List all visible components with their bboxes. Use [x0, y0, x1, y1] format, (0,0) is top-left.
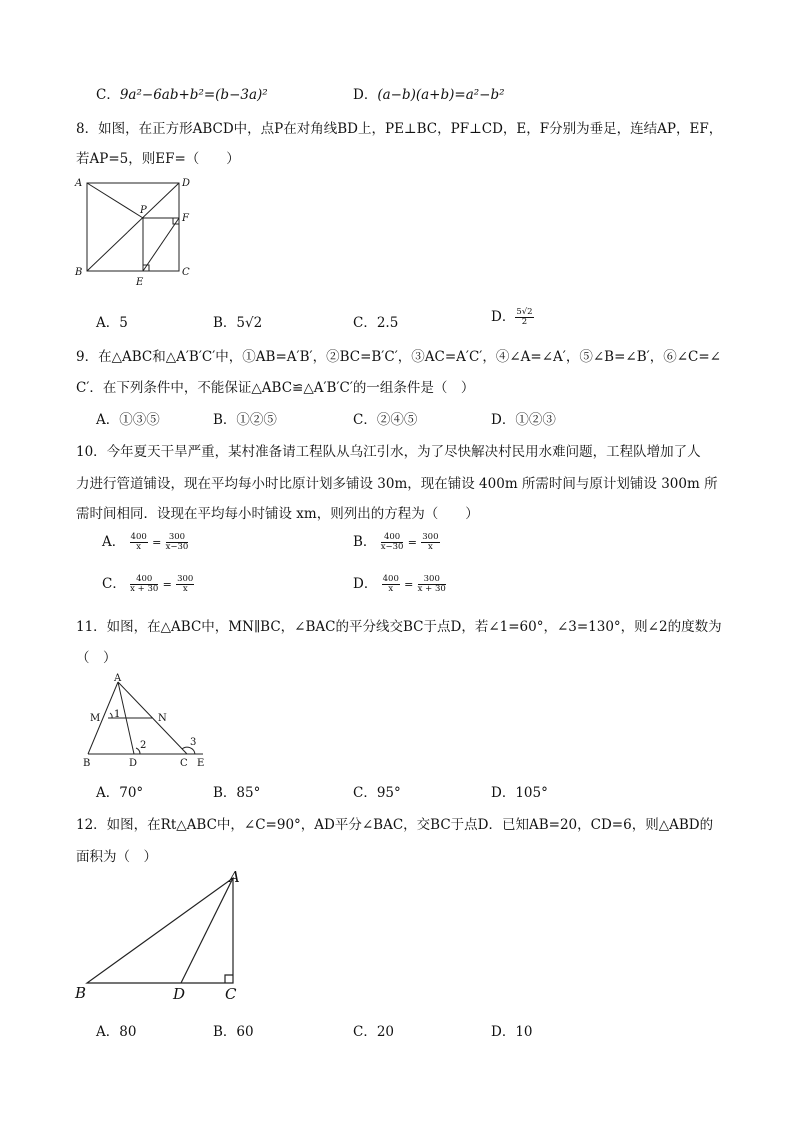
label-angle-2: 2	[140, 740, 147, 751]
label-b: B	[83, 758, 91, 769]
q7-option-c[interactable]	[96, 83, 268, 103]
q8-stem-line2: 若AP=5，则EF=（ ）	[76, 151, 240, 167]
denominator: x + 30	[417, 584, 446, 594]
q12-stem-line2: 面积为（ ）	[76, 849, 157, 865]
q8-option-d[interactable]	[491, 305, 534, 327]
label-f: F	[182, 213, 189, 224]
equals-sign: =	[404, 578, 414, 591]
option-value: ①②③	[515, 412, 556, 428]
option-label: D．	[353, 576, 378, 592]
q9-stem-line2: C′．在下列条件中，不能保证△ABC≌△A′B′C′的一组条件是（ ）	[76, 380, 475, 396]
q10-option-a[interactable]	[102, 530, 188, 552]
option-label: B．	[353, 534, 377, 550]
label-d: D	[173, 985, 186, 1003]
option-value: 85°	[236, 785, 261, 801]
triangle-abc	[87, 878, 233, 983]
option-label: C．	[353, 785, 377, 801]
q10-stem-line1: 10．今年夏天干旱严重，某村准备请工程队从乌江引水，为了尽快解决村民用水难问题，工程队增加了人	[76, 444, 701, 460]
numerator: 300	[166, 533, 189, 543]
option-value: 2.5	[376, 315, 399, 331]
option-expression: 9a²−6ab+b²=(b−3a)²	[119, 87, 268, 103]
equals-sign: =	[152, 536, 162, 549]
fraction-left	[130, 575, 158, 594]
q10-stem-line2: 力进行管道铺设，现在平均每小时比原计划多铺设 30m，现在铺设 400m 所需时间与原计划铺设 300m 所	[76, 476, 718, 492]
equals-sign: =	[407, 536, 417, 549]
option-label: C．	[96, 87, 120, 103]
option-value: 95°	[376, 785, 401, 801]
label-d: D	[129, 758, 138, 769]
fraction-numerator: 5√2	[516, 307, 533, 318]
q9-option-c[interactable]	[353, 408, 417, 428]
q11-stem-line2: （ ）	[76, 650, 117, 666]
numerator: 400	[382, 574, 399, 585]
option-value: 80	[119, 1024, 137, 1040]
equals-sign: =	[162, 578, 172, 591]
numerator: 400	[130, 575, 158, 585]
option-value: 5	[119, 315, 128, 331]
label-a: A	[75, 178, 83, 189]
option-label: C．	[353, 315, 377, 331]
label-n: N	[158, 713, 167, 724]
option-label: D．	[491, 1024, 516, 1040]
fraction-right	[421, 533, 439, 552]
q12-option-b[interactable]	[213, 1020, 254, 1040]
q12-stem-line1: 12．如图，在Rt△ABC中，∠C=90°，AD平分∠BAC，交BC于点D．已知AB=20，CD=6，则△ABD的	[76, 817, 714, 833]
label-angle-3: 3	[190, 737, 197, 748]
fraction-left	[381, 533, 404, 552]
option-value: 5√2	[236, 315, 263, 331]
label-m: M	[90, 713, 101, 724]
option-value: 105°	[515, 785, 548, 801]
option-value: 60	[236, 1024, 254, 1040]
denominator: x	[427, 542, 433, 552]
option-label: A．	[96, 412, 120, 428]
fraction-left	[382, 575, 400, 594]
fraction-right	[166, 533, 189, 552]
option-label: A．	[96, 315, 120, 331]
option-label: C．	[102, 576, 126, 592]
fraction-right	[176, 575, 194, 594]
q11-option-a[interactable]	[96, 781, 143, 801]
q9-option-b[interactable]	[213, 408, 277, 428]
option-label: C．	[353, 412, 377, 428]
option-label: D．	[491, 309, 516, 325]
denominator: x	[136, 542, 142, 552]
q9-option-a[interactable]	[96, 408, 160, 428]
q10-option-b[interactable]	[353, 530, 440, 552]
diagonal-bd	[87, 183, 179, 271]
denominator: x−30	[380, 542, 404, 552]
label-a: A	[229, 868, 240, 886]
option-label: A．	[96, 785, 120, 801]
q8-stem-line1: 8．如图，在正方形ABCD中，点P在对角线BD上，PE⊥BC，PF⊥CD，E，F分别为垂足，连结AP，EF，	[76, 121, 723, 137]
label-c: C	[180, 758, 188, 769]
label-a: A	[114, 673, 122, 684]
q11-option-c[interactable]	[353, 781, 401, 801]
segment-ap	[87, 183, 143, 218]
numerator: 300	[177, 574, 194, 585]
label-d: D	[182, 178, 191, 189]
option-label: A．	[96, 1024, 120, 1040]
q7-option-d[interactable]	[353, 83, 505, 103]
angle-1-arc	[110, 713, 112, 718]
option-value: ①②⑤	[236, 412, 277, 428]
option-value: ①③⑤	[119, 412, 160, 428]
numerator: 400	[381, 533, 404, 543]
q11-figure-triangle	[78, 670, 213, 770]
fraction-right	[418, 575, 446, 594]
label-p: P	[140, 205, 147, 216]
option-value: 70°	[119, 785, 144, 801]
label-c: C	[225, 985, 237, 1003]
denominator: x	[388, 584, 394, 594]
option-label: D．	[491, 785, 516, 801]
q11-stem-line1: 11．如图，在△ABC中，MN∥BC，∠BAC的平分线交BC于点D，若∠1=60°，∠3=130°，则∠2的度数为	[76, 619, 722, 635]
q11-option-b[interactable]	[213, 781, 260, 801]
q9-stem-line1: 9．在△ABC和△A′B′C′中，①AB=A′B′，②BC=B′C′，③AC=A′C′，④∠A=∠A′，⑤∠B=∠B′，⑥∠C=∠	[76, 349, 721, 365]
q12-option-c[interactable]	[353, 1020, 394, 1040]
denominator: x + 30	[130, 584, 159, 594]
option-label: C．	[353, 1024, 377, 1040]
option-label: D．	[353, 87, 378, 103]
q8-option-a[interactable]	[96, 311, 128, 331]
option-expression: (a−b)(a+b)=a²−b²	[377, 87, 505, 103]
q9-option-d[interactable]	[491, 408, 556, 428]
option-label: B．	[213, 785, 237, 801]
q8-option-c[interactable]	[353, 311, 398, 331]
q12-figure-right-triangle	[70, 866, 250, 1006]
q10-option-d[interactable]	[353, 572, 446, 594]
segment-ef	[143, 218, 179, 271]
denominator: x	[182, 584, 188, 594]
q8-figure-square	[70, 172, 200, 292]
numerator: 300	[422, 532, 439, 543]
option-value: ②④⑤	[376, 412, 418, 428]
label-e: E	[136, 277, 144, 288]
label-b: B	[75, 984, 87, 1002]
fraction	[515, 308, 533, 327]
option-label: B．	[213, 412, 237, 428]
q11-option-d[interactable]	[491, 781, 548, 801]
option-label: B．	[213, 315, 237, 331]
q8-option-b[interactable]	[213, 311, 262, 331]
q10-stem-line3: 需时间相同．设现在平均每小时铺设 xm，则列出的方程为（ ）	[76, 506, 479, 522]
option-label: B．	[213, 1024, 237, 1040]
denominator: x−30	[165, 542, 189, 552]
right-angle-mark-c	[225, 975, 233, 983]
fraction-denominator: 2	[521, 317, 528, 327]
fraction-left	[130, 533, 148, 552]
label-angle-1: 1	[114, 709, 121, 720]
option-label: A．	[102, 534, 126, 550]
option-value: 20	[376, 1024, 395, 1040]
option-value: 10	[515, 1024, 533, 1040]
q10-option-c[interactable]	[102, 572, 194, 594]
segment-ad	[181, 878, 233, 983]
label-e: E	[197, 758, 205, 769]
label-c: C	[182, 267, 190, 278]
numerator: 300	[418, 575, 446, 585]
label-b: B	[75, 267, 83, 278]
option-label: D．	[491, 412, 516, 428]
numerator: 400	[130, 532, 147, 543]
q12-option-d[interactable]	[491, 1020, 533, 1040]
q12-option-a[interactable]	[96, 1020, 136, 1040]
